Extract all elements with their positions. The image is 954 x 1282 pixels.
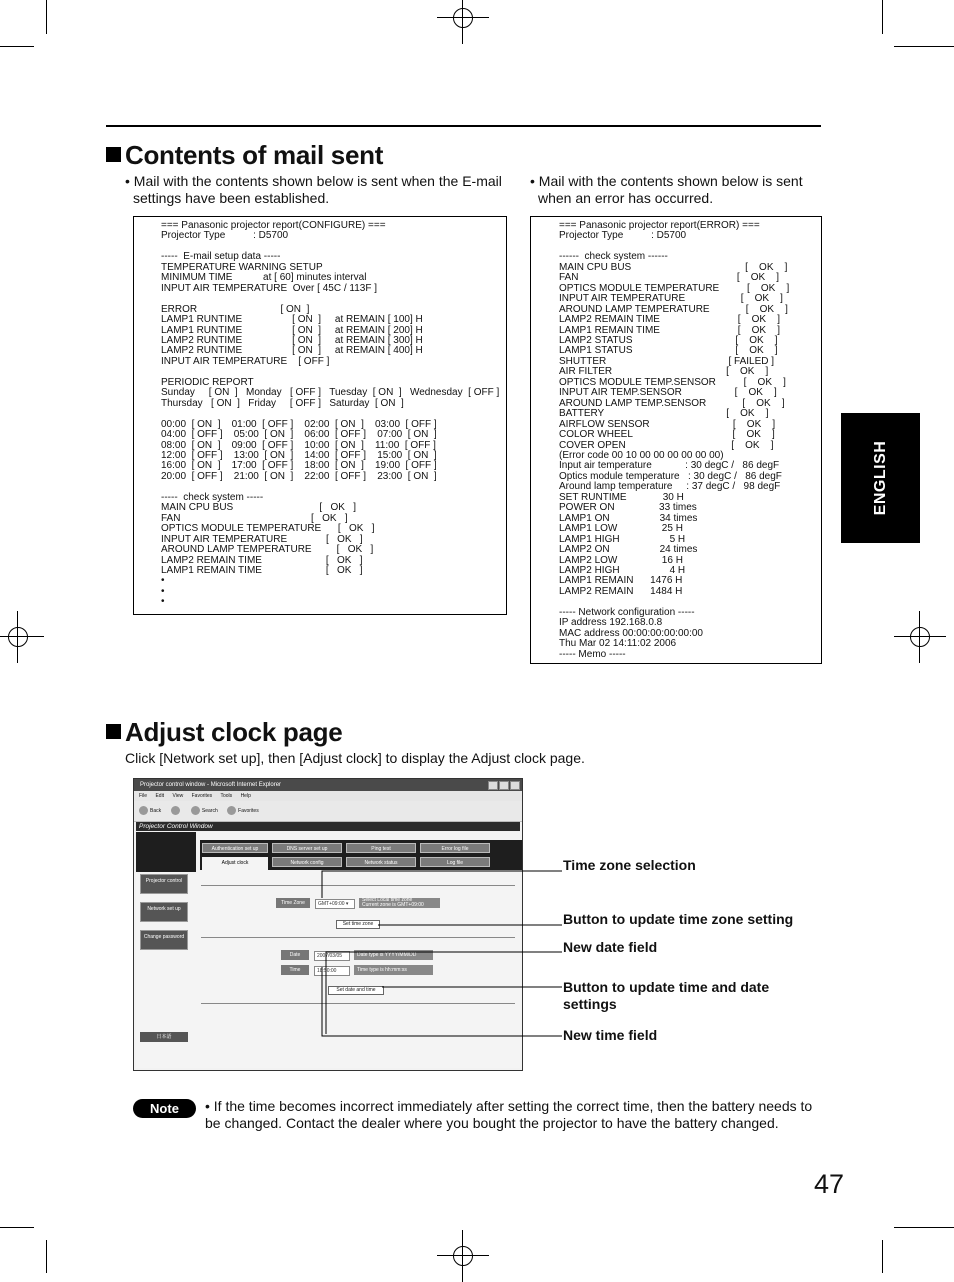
callout-update-time-date: Button to update time and date settings [563, 979, 770, 1012]
favorites-button[interactable]: Favorites [227, 808, 259, 814]
search-button[interactable]: Search [191, 808, 218, 814]
menu-edit[interactable]: Edit [155, 793, 165, 799]
tab-dns[interactable]: DNS server set up [272, 843, 342, 853]
timezone-hint: Select Local time zone Current zone is GMT+09:00 [359, 898, 440, 908]
configure-mail-intro: • Mail with the contents shown below is sent when the E-mail settings have been established. [125, 173, 502, 206]
tab-authentication[interactable]: Authentication set up [202, 843, 268, 853]
time-field[interactable]: 18:50:00 [314, 966, 350, 976]
tab-error-log[interactable]: Error log file [420, 843, 490, 853]
language-button[interactable]: 日本語 [140, 1032, 188, 1042]
menu-tools[interactable]: Tools [220, 793, 233, 799]
leader-time [322, 967, 562, 1036]
clock-section-heading: Adjust clock page [106, 717, 342, 748]
sidebar-change-password[interactable]: Change password [140, 930, 188, 950]
language-side-tab: ENGLISH [841, 413, 920, 543]
sidebar-projector-control[interactable]: Projector control [140, 874, 188, 894]
callout-new-time-field: New time field [563, 1027, 658, 1043]
set-timezone-button[interactable]: Set time zone [336, 920, 380, 929]
menu-help[interactable]: Help [240, 793, 251, 799]
tab-adjust-clock[interactable]: Adjust clock [202, 857, 268, 870]
date-label: Date [281, 950, 309, 960]
menu-favorites[interactable]: Favorites [191, 793, 213, 799]
leader-date [326, 952, 562, 1034]
error-mail-content: === Panasonic projector report(ERROR) === Projector Type : D5700 ------ check system ------ MAIN CPU BUS [ OK ] FAN [ OK ] OPTICS MODULE TEMPERATURE [ OK ] INPUT AIR TEMPERATURE [ OK ] AROUND LAMP TEMPERATURE [ OK ] LAMP2 REMAIN TIME [ OK ] LAMP1 REMAIN TIME [ OK ] LAMP2 STATUS [ OK ] LAMP1 STATUS [ OK ] SHUTTER [ FAILED ] AIR FILTER [ OK ] OPTICS MODULE TEMP.SENSOR [ OK ] INPUT AIR TEMP.SENSOR [ OK ] AROUND LAMP TEMP.SENSOR [ OK ] BATTERY [ OK ] AIRFLOW SENSOR [ OK ] COLOR WHEEL [ OK ] COVER OPEN [ OK ] (Error code 00 10 00 00 00 00 00 00) Input air temperature : 30 degC / 86 degF Optics module temperature : 30 degC / 86 degF Around lamp temperature : 37 degC / 98 degF SET RUNTIME 30 H POWER ON 33 times LAMP1 ON 34 times LAMP1 LOW 25 H LAMP1 HIGH 5 H LAMP2 ON 24 times LAMP2 LOW 16 H LAMP2 HIGH 4 H LAMP1 REMAIN 1476 H LAMP2 REMAIN 1484 H ----- Network configuration ----- IP address 192.168.0.8 MAC address 00:00:00:00:00:00 Thu Mar 02 14:11:02 2006 ----- Memo ----- [559, 220, 790, 660]
date-field[interactable]: 2007/03/05 [314, 951, 350, 961]
page-number: 47 [814, 1169, 845, 1199]
callout-new-date-field: New date field [563, 939, 658, 955]
leader-time-zone [322, 871, 562, 898]
clock-intro-text: Click [Network set up], then [Adjust clock] to display the Adjust clock page. [125, 750, 585, 766]
timezone-label: Time Zone [276, 898, 310, 908]
back-button[interactable]: Back [139, 808, 161, 814]
tab-ping[interactable]: Ping test [346, 843, 416, 853]
tab-network-config[interactable]: Network config [272, 857, 342, 867]
tab-network-status[interactable]: Network status [346, 857, 416, 867]
menu-file[interactable]: File [139, 793, 148, 799]
set-date-time-button[interactable]: Set date and time [328, 986, 384, 995]
callout-time-zone-selection: Time zone selection [563, 857, 696, 873]
tab-log-file[interactable]: Log file [420, 857, 490, 867]
callout-update-timezone: Button to update time zone setting [563, 911, 794, 927]
configure-mail-content: === Panasonic projector report(CONFIGURE) === Projector Type : D5700 ----- E-mail setup data ----- TEMPERATURE WARNING SETUP MINIMUM TIME at [ 60] minutes interval INPUT AIR TEMPERATURE Over [ 45C / 113F ] ERROR [ ON ] LAMP1 RUNTIME [ ON ] at REMAIN [ 100] H LAMP1 RUNTIME [ ON ] at REMAIN [ 200] H LAMP2 RUNTIME [ ON ] at REMAIN [ 300] H LAMP2 RUNTIME [ ON ] at REMAIN [ 400] H INPUT AIR TEMPERATURE [ OFF ] PERIODIC REPORT Sunday [ ON ] Monday [ OFF ] Tuesday [ ON ] Wednesday [ OFF ] Thursday [ ON ] Friday [ OFF ] Saturday [ ON ] 00:00 [ ON ] 01:00 [ OFF ] 02:00 [ ON ] 03:00 [ OFF ] 04:00 [ OFF ] 05:00 [ ON ] 06:00 [ OFF ] 07:00 [ ON ] 08:00 [ ON ] 09:00 [ OFF ] 10:00 [ ON ] 11:00 [ OFF ] 12:00 [ OFF ] 13:00 [ ON ] 14:00 [ OFF ] 15:00 [ ON ] 16:00 [ ON ] 17:00 [ OFF ] 18:00 [ ON ] 19:00 [ OFF ] 20:00 [ OFF ] 21:00 [ ON ] 22:00 [ OFF ] 23:00 [ ON ] ----- check system ----- MAIN CPU BUS [ OK ] FAN [ OK ] OPTICS MODULE TEMPERATURE [ OK ] INPUT AIR TEMPERATURE [ OK ] AROUND LAMP TEMPERATURE [ OK ] LAMP2 REMAIN TIME [ OK ] LAMP1 REMAIN TIME [ OK ] • • • [161, 220, 500, 608]
window-titlebar: Projector control window - Microsoft Internet Explorer [134, 779, 522, 791]
timezone-select[interactable]: GMT+09:00 ▾ [315, 899, 355, 909]
sidebar-network-setup[interactable]: Network set up [140, 902, 188, 922]
note-text: • If the time becomes incorrect immediately after setting the correct time, then the battery needs to be changed. Contact the dealer where you bought the projector to have the battery changed. [205, 1098, 813, 1131]
mail-section-heading: Contents of mail sent [106, 140, 383, 171]
date-hint: Date type is YYYY/MM/DD [354, 950, 433, 960]
error-mail-intro: • Mail with the contents shown below is sent when an error has occurred. [530, 173, 803, 206]
time-label: Time [281, 965, 309, 975]
time-hint: Time type is hh:mm:ss [354, 965, 433, 975]
menu-view[interactable]: View [172, 793, 184, 799]
note-badge: Note [133, 1099, 196, 1118]
page-title-bar: Projector Control Window [136, 822, 520, 831]
